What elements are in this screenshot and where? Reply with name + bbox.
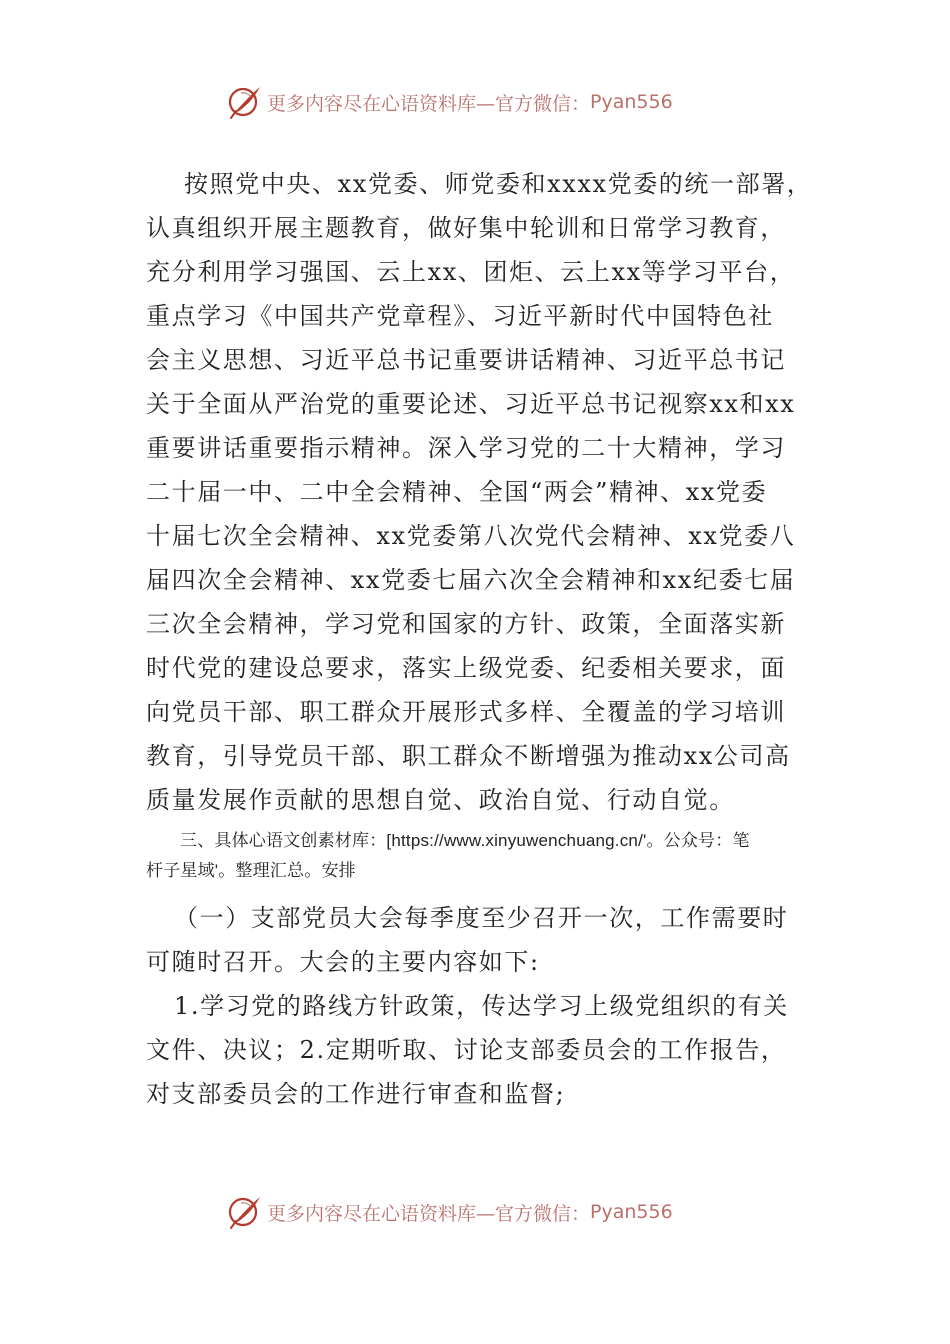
text-line: 届四次全会精神、xx党委七届六次全会精神和xx纪委七届 [146,566,796,594]
text-line: 认真组织开展主题教育，做好集中轮训和日常学习教育， [146,214,786,242]
text-line: 十届七次全会精神、xx党委第八次党代会精神、xx党委八 [146,522,796,550]
text-line: 会主义思想、习近平总书记重要讲话精神、习近平总书记 [146,346,786,374]
text-line: 按照党中央、xx党委、师党委和xxxx党委的统一部署， [184,170,813,198]
quill-pen-logo-icon [227,1194,263,1230]
text-line: 教育，引导党员干部、职工群众不断增强为推动xx公司高 [146,742,791,770]
text-line: 质量发展作贡献的思想自觉、政治自觉、行动自觉。 [146,786,735,814]
text-line: 文件、决议；2.定期听取、讨论支部委员会的工作报告， [146,1036,787,1064]
header-watermark-banner [227,82,673,122]
text-line: 充分利用学习强国、云上xx、团炬、云上xx等学习平台， [146,258,796,286]
document-body [146,162,813,1116]
paragraph-branch-meeting [146,896,806,984]
footer-wechat-id: Pyan556 [590,1201,673,1223]
section-heading-three [146,826,806,886]
text-line: 二十届一中、二中全会精神、全国“两会”精神、xx党委 [146,478,768,506]
text-line: 1.学习党的路线方针政策，传达学习上级党组织的有关 [174,992,789,1020]
header-banner-text: 更多内容尽在心语资料库—官方微信： [267,92,591,115]
footer-watermark-banner [227,1192,673,1232]
quill-pen-logo-icon [227,84,263,120]
footer-banner-text: 更多内容尽在心语资料库—官方微信： [267,1202,591,1225]
text-line: 关于全面从严治党的重要论述、习近平总书记视察xx和xx [146,390,796,418]
text-line: （一）支部党员大会每季度至少召开一次，工作需要时 [174,904,789,932]
text-line: 时代党的建设总要求，落实上级党委、纪委相关要求，面 [146,654,786,682]
paragraph-study-plan [146,162,813,822]
section-heading-line: 杆子星域'。整理汇总。安排 [146,861,356,880]
text-line: 可随时召开。大会的主要内容如下: [146,948,540,976]
header-wechat-id: Pyan556 [590,91,673,113]
text-line: 向党员干部、职工群众开展形式多样、全覆盖的学习培训 [146,698,786,726]
text-line: 对支部委员会的工作进行审查和监督; [146,1080,566,1108]
text-line: 三次全会精神，学习党和国家的方针、政策，全面落实新 [146,610,786,638]
paragraph-meeting-content [146,984,806,1116]
text-line: 重要讲话重要指示精神。深入学习党的二十大精神，学习 [146,434,786,462]
text-line: 重点学习《中国共产党章程》、习近平新时代中国特色社 [146,302,774,330]
section-heading-line: 三、具体心语文创素材库：[https://www.xinyuwenchuang.cn/'。公众号：笔 [180,831,750,850]
